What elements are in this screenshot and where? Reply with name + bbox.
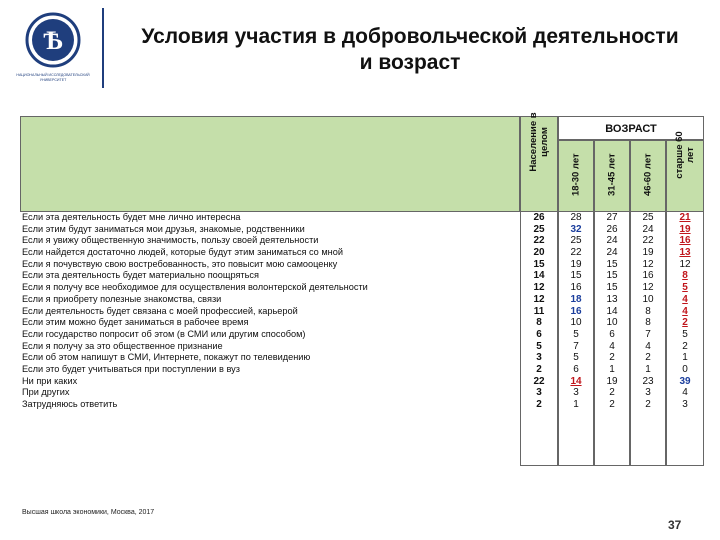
- table-cell: 22: [642, 235, 654, 247]
- row-label: Если я увижу общественную значимость, пользу своей деятельности: [22, 235, 319, 246]
- table-cell: 2: [682, 317, 688, 329]
- logo-line-1: НАЦИОНАЛЬНЫЙ ИССЛЕДОВАТЕЛЬСКИЙ: [16, 73, 90, 77]
- table-cell: 12: [679, 258, 691, 270]
- table-cell: 15: [606, 282, 618, 294]
- row-label: Если этим можно будет заниматься в рабочее время: [22, 317, 249, 328]
- table-cell: 12: [642, 258, 654, 270]
- row-label: Если я получу за это общественное признание: [22, 340, 223, 351]
- table-cell: 26: [533, 212, 545, 223]
- header-total-label: Население в целом: [528, 112, 550, 172]
- table-cell: 14: [533, 270, 545, 282]
- row-label: Если я приобрету полезные знакомства, связи: [22, 293, 222, 304]
- table-cell: 15: [606, 258, 618, 270]
- table-cell: 8: [682, 270, 688, 282]
- table-cell: 32: [570, 223, 582, 235]
- table-cell: 16: [679, 235, 691, 247]
- table-cell: 21: [679, 212, 691, 223]
- table-cell: 10: [570, 317, 582, 329]
- table-cell: 2: [536, 363, 542, 375]
- table-cell: 5: [573, 352, 579, 364]
- table-cell: 25: [570, 235, 582, 247]
- svg-text:Ѣ: Ѣ: [43, 26, 63, 55]
- table-cell: 22: [570, 247, 582, 259]
- table-cell: 7: [573, 340, 579, 352]
- hse-logo: [12, 6, 94, 96]
- table-cell: 25: [533, 223, 545, 235]
- table-cell: 5: [573, 328, 579, 340]
- column-age-18-30: [558, 212, 594, 466]
- page-title: [120, 24, 700, 76]
- row-label: Если эта деятельность будет материально поощряться: [22, 270, 259, 281]
- table-cell: 5: [682, 282, 688, 294]
- table-cell: 1: [609, 363, 615, 375]
- table-cell: 12: [642, 282, 654, 294]
- row-label: Если этим будут заниматься мои друзья, знакомые, родственники: [22, 223, 305, 234]
- title-line-1: Условия участия в добровольческой деятельности: [141, 25, 679, 48]
- table-cell: 2: [682, 340, 688, 352]
- table-cell: 16: [642, 270, 654, 282]
- table-cell: 8: [645, 317, 651, 329]
- table-cell: 13: [679, 247, 691, 259]
- column-age-60-plus: [666, 212, 704, 466]
- table-cell: 5: [682, 328, 688, 340]
- table-cell: 24: [606, 247, 618, 259]
- header-total: [520, 112, 558, 212]
- table-cell: 3: [682, 399, 688, 410]
- table-cell: 26: [606, 223, 618, 235]
- table-header-blank: [20, 116, 520, 212]
- row-label: Если это будет учитываться при поступлении в вуз: [22, 363, 240, 374]
- age-label-60-plus: старше 60 лет: [674, 131, 696, 179]
- table-cell: 24: [642, 223, 654, 235]
- row-labels: [20, 212, 521, 466]
- table-cell: 23: [642, 375, 654, 387]
- row-label: Затрудняюсь ответить: [22, 399, 118, 409]
- footer-org: Высшая школа экономики, Москва, 2017: [22, 509, 155, 516]
- header-age-46-60: [630, 140, 666, 212]
- table-cell: 0: [682, 363, 688, 375]
- table-cell: 19: [570, 258, 582, 270]
- hse-emblem-icon: [12, 6, 94, 96]
- table-cell: 3: [536, 387, 542, 399]
- header-age-60-plus: [666, 131, 704, 212]
- table-cell: 6: [573, 363, 579, 375]
- table-cell: 3: [573, 387, 579, 399]
- table-cell: 14: [606, 305, 618, 317]
- table-cell: 22: [533, 235, 545, 247]
- table-cell: 20: [533, 247, 545, 259]
- table-cell: 15: [570, 270, 582, 282]
- table-cell: 39: [679, 375, 691, 387]
- table-cell: 2: [536, 399, 542, 410]
- row-label: Если я получу все необходимое для осуществления волонтерской деятельности: [22, 282, 368, 293]
- age-label-31-45: 31-45 лет: [606, 153, 618, 196]
- table-cell: 7: [645, 328, 651, 340]
- table-cell: 1: [573, 399, 579, 410]
- table-cell: 10: [642, 293, 654, 305]
- table-cell: 8: [645, 305, 651, 317]
- column-total: [520, 212, 558, 466]
- table-cell: 22: [533, 375, 545, 387]
- table-cell: 16: [570, 282, 582, 294]
- table-cell: 4: [682, 305, 688, 317]
- table-cell: 4: [682, 293, 688, 305]
- table-cell: 4: [682, 387, 688, 399]
- row-label: Ни при каких: [22, 375, 78, 386]
- table-cell: 3: [645, 387, 651, 399]
- header-divider: [102, 8, 104, 88]
- age-label-46-60: 46-60 лет: [642, 153, 654, 196]
- table-cell: 15: [533, 258, 545, 270]
- table-cell: 16: [570, 305, 582, 317]
- table-cell: 15: [606, 270, 618, 282]
- row-label: Если об этом напишут в СМИ, Интернете, покажут по телевидению: [22, 352, 311, 363]
- table-cell: 1: [645, 363, 651, 375]
- table-cell: 18: [570, 293, 582, 305]
- table-cell: 1: [682, 352, 688, 364]
- table-cell: 2: [609, 387, 615, 399]
- row-label: Если я почувствую свою востребованность, это повысит мою самооценку: [22, 258, 338, 269]
- table-cell: 8: [536, 317, 542, 329]
- table-cell: 14: [570, 375, 582, 387]
- table-cell: 3: [536, 352, 542, 364]
- table-cell: 19: [642, 247, 654, 259]
- table-cell: 12: [533, 293, 545, 305]
- table-cell: 25: [642, 212, 654, 223]
- table-cell: 28: [570, 212, 582, 223]
- table-cell: 4: [645, 340, 651, 352]
- table-cell: 2: [609, 399, 615, 410]
- column-age-46-60: [630, 212, 666, 466]
- table-cell: 5: [536, 340, 542, 352]
- table-cell: 24: [606, 235, 618, 247]
- table-cell: 13: [606, 293, 618, 305]
- page-number: 37: [668, 518, 682, 532]
- age-group-header: ВОЗРАСТ: [558, 116, 704, 140]
- row-label: Если деятельность будет связана с моей профессией, карьерой: [22, 305, 298, 316]
- header-age-31-45: [594, 140, 630, 212]
- title-line-2: и возраст: [359, 51, 461, 74]
- table-cell: 19: [606, 375, 618, 387]
- column-age-31-45: [594, 212, 630, 466]
- table-cell: 19: [679, 223, 691, 235]
- row-label: Если эта деятельность будет мне лично интересна: [22, 212, 241, 222]
- table-cell: 4: [609, 340, 615, 352]
- table-cell: 2: [645, 352, 651, 364]
- logo-line-2: УНИВЕРСИТЕТ: [39, 78, 67, 82]
- table-cell: 6: [609, 328, 615, 340]
- header-age-18-30: [558, 140, 594, 212]
- survey-table: [18, 112, 704, 468]
- row-label: Если найдется достаточно людей, которые будут этим заниматься со мной: [22, 247, 343, 258]
- table-cell: 2: [645, 399, 651, 410]
- table-cell: 12: [533, 282, 545, 294]
- table-cell: 10: [606, 317, 618, 329]
- table-cell: 11: [533, 305, 545, 317]
- table-cell: 2: [609, 352, 615, 364]
- age-label-18-30: 18-30 лет: [570, 153, 582, 196]
- row-label: Если государство попросит об этом (в СМИ или другим способом): [22, 328, 306, 339]
- table-cell: 27: [606, 212, 618, 223]
- row-label: При других: [22, 387, 70, 398]
- table-cell: 6: [536, 328, 542, 340]
